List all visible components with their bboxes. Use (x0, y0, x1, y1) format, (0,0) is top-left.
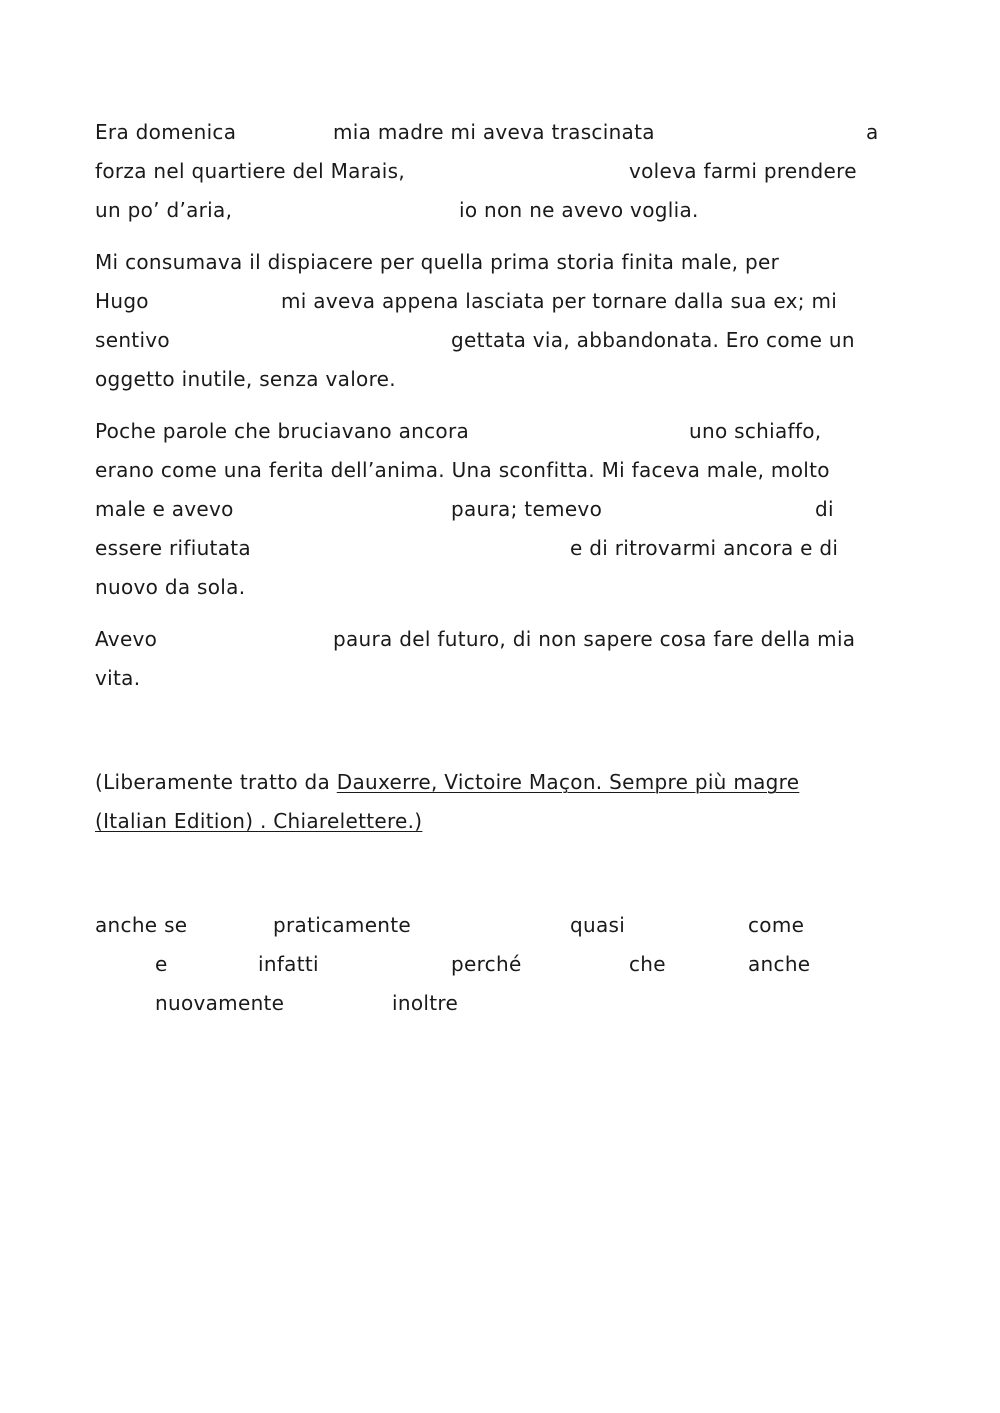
word-bank-item[interactable]: inoltre (392, 991, 459, 1015)
text-line: uno schiaffo, (689, 419, 822, 443)
text-line: Hugo (95, 289, 149, 313)
text-line: male e avevo (95, 497, 234, 521)
text-line: un po’ d’aria, (95, 198, 233, 222)
text-line: erano come una ferita dell’anima. Una sconfitta. Mi faceva male, molto (95, 458, 830, 482)
text-line: oggetto inutile, senza valore. (95, 367, 396, 391)
word-bank-item[interactable]: che (629, 952, 666, 976)
word-bank-item[interactable]: nuovamente (155, 991, 285, 1015)
word-bank-item[interactable]: infatti (258, 952, 319, 976)
text-line: mia madre mi aveva trascinata (333, 120, 655, 144)
text-line: Avevo (95, 627, 158, 651)
citation-line (95, 769, 799, 795)
text-line: Poche parole che bruciavano ancora (95, 419, 470, 443)
text-line: Era domenica (95, 120, 237, 144)
text-line: essere rifiutata (95, 536, 251, 560)
word-bank-item[interactable]: anche (748, 952, 811, 976)
text-line: di (815, 497, 834, 521)
text-line: vita. (95, 666, 141, 690)
text-line: mi aveva appena lasciata per tornare dalla sua ex; mi (281, 289, 838, 313)
text-line: a (866, 120, 879, 144)
word-bank-item[interactable]: quasi (570, 913, 626, 937)
word-bank-item[interactable]: e (155, 952, 168, 976)
text-line: gettata via, abbandonata. Ero come un (451, 328, 855, 352)
citation-prefix: (Liberamente tratto da (95, 770, 337, 794)
word-bank-item[interactable]: praticamente (273, 913, 412, 937)
text-line: nuovo da sola. (95, 575, 246, 599)
citation-link[interactable]: (Italian Edition) . Chiarelettere.) (95, 809, 423, 833)
text-line: e di ritrovarmi ancora e di (570, 536, 839, 560)
text-line: sentivo (95, 328, 170, 352)
text-line: forza nel quartiere del Marais, (95, 159, 406, 183)
citation-link[interactable]: Dauxerre, Victoire Maçon. Sempre più magre (336, 770, 800, 794)
text-line: voleva farmi prendere (629, 159, 857, 183)
text-line: paura del futuro, di non sapere cosa fare della mia (333, 627, 856, 651)
text-line: io non ne avevo voglia. (459, 198, 699, 222)
word-bank-item[interactable]: come (748, 913, 805, 937)
word-bank-item[interactable]: perché (451, 952, 522, 976)
word-bank-item[interactable]: anche se (95, 913, 188, 937)
text-line: paura; temevo (451, 497, 603, 521)
text-line: Mi consumava il dispiacere per quella prima storia finita male, per (95, 250, 780, 274)
